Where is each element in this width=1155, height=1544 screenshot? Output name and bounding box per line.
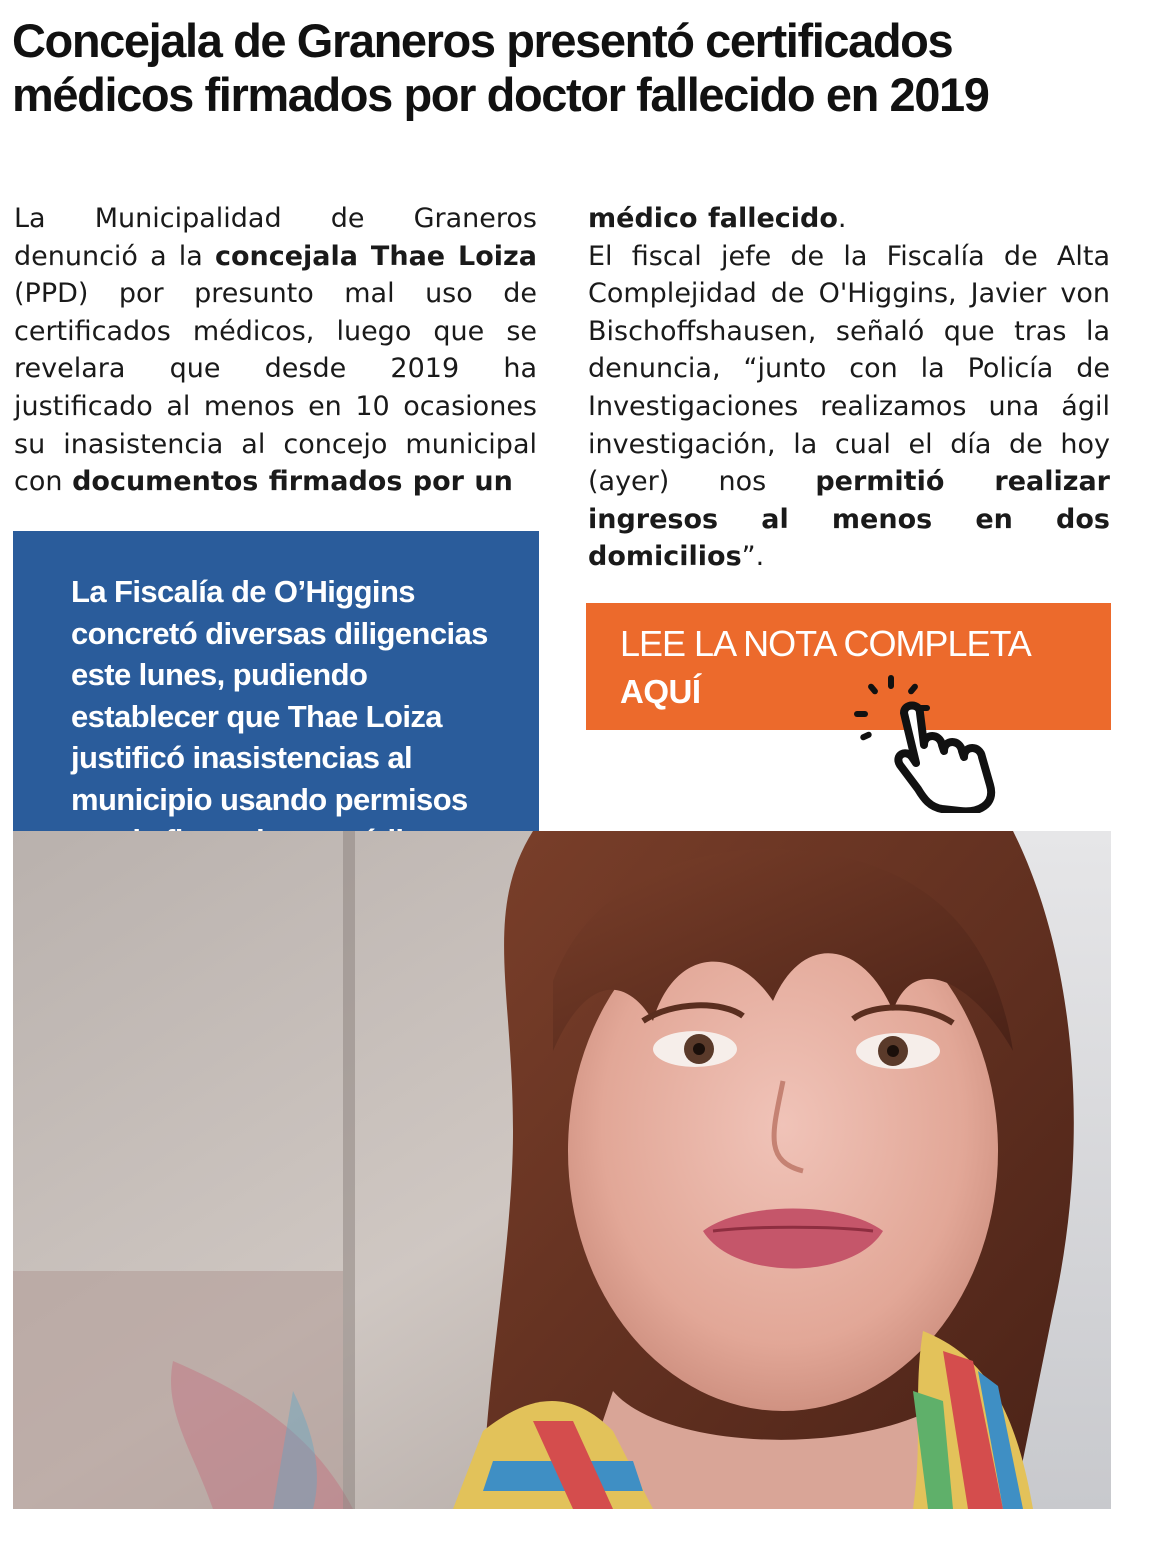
cta-here-label: AQUÍ: [620, 673, 701, 710]
pointing-hand-icon[interactable]: [852, 673, 1022, 813]
bold-text-run: documentos firmados por un: [72, 466, 513, 498]
bold-text-run: médico fallecido: [588, 203, 838, 234]
text-run: .: [837, 203, 847, 234]
pull-quote-text: La Fiscalía de O’Higgins concretó diversas diligencias este lunes, pudiendo establecer que Thae Loiza justificó inasistencias al municipio usando permisos: [71, 574, 488, 817]
text-run: El fiscal jefe de la Fiscalía de Alta Complejidad de O'Higgins, Javier von Bischoffshausen, señaló que tras la denuncia, “junto con la Policía de Investigaciones realizamos una ágil investigación, la cual el día de hoy (ayer) nos: [588, 240, 1110, 498]
text-run: La Municipalidad de Graneros denunció a la: [14, 203, 537, 272]
article-column-right: [588, 200, 1110, 576]
text-run: ”.: [741, 541, 765, 573]
read-full-article-button[interactable]: [586, 603, 1111, 730]
text-run: (PPD) por presunto mal uso de certificados médicos, luego que se revelara que desde 2019 ha justificado al menos en 10 ocasiones su inasistencia al concejo municipal con: [14, 278, 537, 498]
bold-text-run: concejala Thae Loiza: [214, 240, 537, 272]
cta-label: LEE LA NOTA COMPLETA: [620, 623, 1031, 664]
bold-text-run: permitió realizar ingresos al menos en dos domicilios: [588, 466, 1110, 573]
article-column-left: [14, 200, 537, 501]
article-photo: [13, 831, 1111, 1509]
headline: Concejala de Graneros presentó certificados médicos firmados por doctor fallecido en 2019: [12, 14, 989, 121]
